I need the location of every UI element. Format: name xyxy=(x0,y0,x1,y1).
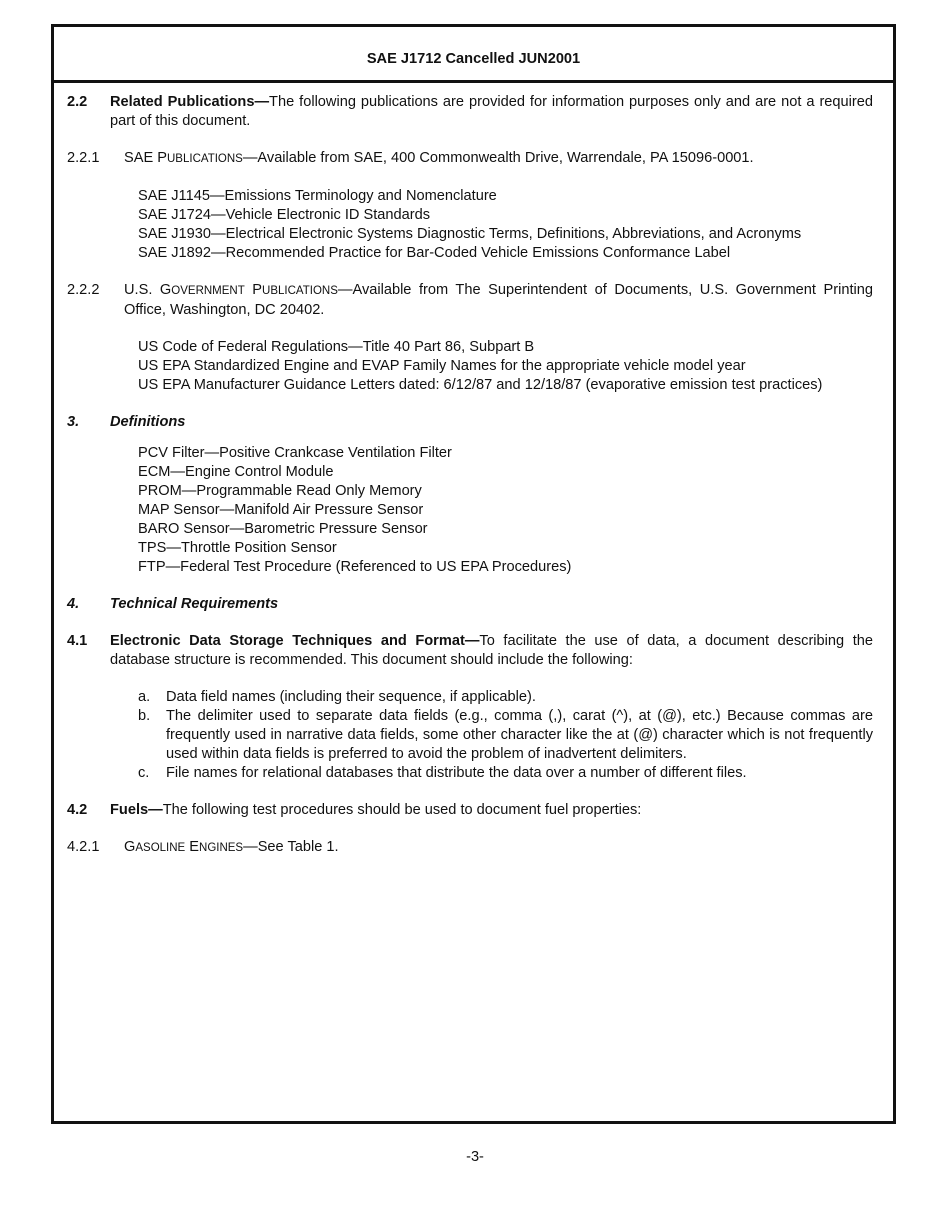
section-2-2 xyxy=(67,93,873,131)
section-title: Fuels— xyxy=(110,802,163,818)
section-title-smallcaps: UBLICATIONS xyxy=(262,285,338,297)
list-item: FTP—Federal Test Procedure (Referenced to US EPA Procedures) xyxy=(138,559,572,575)
section-title: Technical Requirements xyxy=(110,596,279,612)
section-title: Electronic Data Storage Techniques and Format— xyxy=(110,633,480,649)
section-4-2 xyxy=(67,801,873,820)
section-number: 2.2.1 xyxy=(67,150,100,166)
section-2-2-2 xyxy=(67,281,873,320)
section-number: 3. xyxy=(67,414,80,430)
list-item: MAP Sensor—Manifold Air Pressure Sensor xyxy=(138,502,424,518)
definitions-list xyxy=(138,444,873,577)
section-title-smallcaps: NGINES xyxy=(199,842,244,854)
list-item: ECM—Engine Control Module xyxy=(138,464,334,480)
section-body: The following publications are provided for information purposes only and are not a required part of this document. xyxy=(110,94,873,129)
section-title: Definitions xyxy=(110,414,186,430)
section-number: 4.1 xyxy=(67,633,88,649)
section-4 xyxy=(67,595,873,614)
list-letter: c. xyxy=(138,765,150,781)
list-item xyxy=(138,707,873,764)
section-title-smallcaps: UBLICATIONS xyxy=(167,153,243,165)
list-text: The delimiter used to separate data fields (e.g., comma (,), carat (^), at (@), etc.) Because commas are frequently used in narrative data fields, some other character like the at (@) character which is not frequently used within data fields is preferred to avoid the problem of inadvertent delimiters. xyxy=(166,708,873,762)
section-title-mid: E xyxy=(185,839,200,855)
section-number: 2.2.2 xyxy=(67,282,100,298)
list-text: File names for relational databases that distribute the data over a number of different files. xyxy=(166,765,747,781)
section-number: 4.2 xyxy=(67,802,88,818)
section-title-smallcaps: OVERNMENT xyxy=(171,285,245,297)
list-letter: b. xyxy=(138,708,151,724)
list-text: Data field names (including their sequence, if applicable). xyxy=(166,689,536,705)
section-number: 2.2 xyxy=(67,94,88,110)
list-item: SAE J1930—Electrical Electronic Systems Diagnostic Terms, Definitions, Abbreviations, and Acronyms xyxy=(138,226,802,242)
list-item: SAE J1892—Recommended Practice for Bar-Coded Vehicle Emissions Conformance Label xyxy=(138,245,731,261)
list-item: PROM—Programmable Read Only Memory xyxy=(138,483,422,499)
document-header: SAE J1712 Cancelled JUN2001 xyxy=(54,27,893,83)
section-number: 4. xyxy=(67,596,80,612)
page-frame xyxy=(51,24,896,1124)
list-item xyxy=(138,764,873,783)
section-number: 4.2.1 xyxy=(67,839,100,855)
list-item: SAE J1724—Vehicle Electronic ID Standards xyxy=(138,207,431,223)
document-body xyxy=(67,93,873,858)
section-body: —See Table 1. xyxy=(243,839,339,855)
section-body: The following test procedures should be used to document fuel properties: xyxy=(162,802,642,818)
list-item: TPS—Throttle Position Sensor xyxy=(138,540,337,556)
list-letter: a. xyxy=(138,689,151,705)
section-4-2-1 xyxy=(67,838,873,858)
section-title-smallcaps: ASOLINE xyxy=(135,842,186,854)
section-text xyxy=(110,632,873,670)
section-text xyxy=(124,838,873,858)
section-body: —Available from The Superintendent of Documents, U.S. Government Printing Office, Washington, DC 20402. xyxy=(124,282,873,318)
section-title-cap: G xyxy=(124,839,136,855)
section-body: To facilitate the use of data, a document describing the database structure is recommended. This document should include the following: xyxy=(110,633,874,668)
list-item: US EPA Standardized Engine and EVAP Family Names for the appropriate vehicle model year xyxy=(138,358,746,374)
section-body: —Available from SAE, 400 Commonwealth Drive, Warrendale, PA 15096-0001. xyxy=(242,150,754,166)
sae-publications-list xyxy=(138,187,873,263)
section-title-cap: SAE P xyxy=(124,150,167,166)
section-text xyxy=(124,149,873,169)
list-item xyxy=(138,688,873,707)
section-text xyxy=(110,801,873,820)
section-text xyxy=(124,281,873,320)
list-item: BARO Sensor—Barometric Pressure Sensor xyxy=(138,521,428,537)
list-item: US EPA Manufacturer Guidance Letters dated: 6/12/87 and 12/18/87 (evaporative emission test practices) xyxy=(138,377,823,393)
list-item: SAE J1145—Emissions Terminology and Nomenclature xyxy=(138,188,497,204)
section-title: Related Publications— xyxy=(110,94,270,110)
government-publications-list xyxy=(138,338,873,395)
list-item: US Code of Federal Regulations—Title 40 Part 86, Subpart B xyxy=(138,339,535,355)
list-item: PCV Filter—Positive Crankcase Ventilation Filter xyxy=(138,445,452,461)
format-requirements-list xyxy=(138,688,873,783)
section-3 xyxy=(67,413,873,432)
section-text xyxy=(110,93,873,131)
section-2-2-1 xyxy=(67,149,873,169)
section-title-lead: U.S. G xyxy=(124,282,172,298)
section-title-mid: P xyxy=(244,282,263,298)
section-4-1 xyxy=(67,632,873,670)
page-number: -3- xyxy=(466,1149,484,1165)
